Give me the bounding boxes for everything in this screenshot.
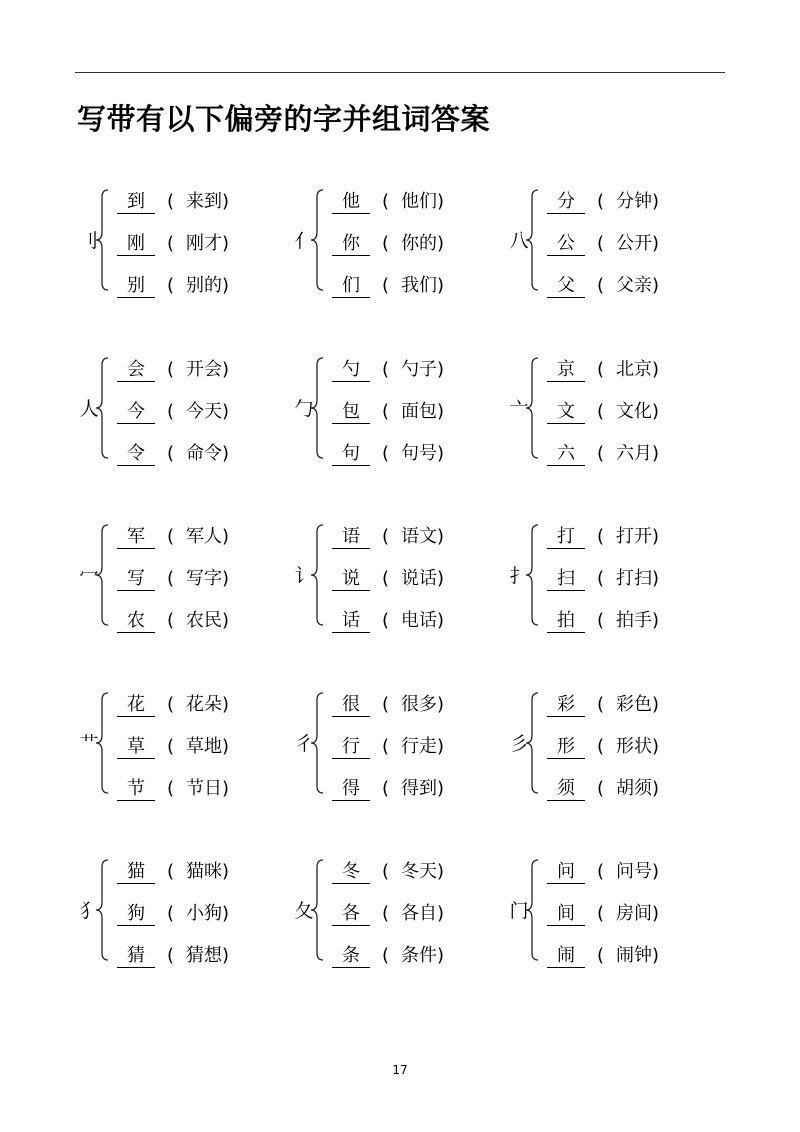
open-paren: ( <box>597 945 605 966</box>
compound-word: 得到 <box>401 778 438 799</box>
answer-row <box>332 777 444 801</box>
curly-brace <box>525 858 539 962</box>
close-paren: ) <box>222 736 230 757</box>
close-paren: ) <box>652 443 660 464</box>
answer-row <box>117 358 229 382</box>
answer-character: 们 <box>332 275 370 298</box>
compound-word: 花朵 <box>186 694 223 715</box>
answer-character: 令 <box>117 443 155 466</box>
compound-word: 今天 <box>186 401 223 422</box>
open-paren: ( <box>597 191 605 212</box>
answer-row <box>547 777 659 801</box>
close-paren: ) <box>652 568 660 589</box>
answer-character: 话 <box>332 610 370 633</box>
compound-word: 节日 <box>186 778 223 799</box>
answer-character: 条 <box>332 945 370 968</box>
answer-row <box>332 944 444 968</box>
answer-character: 京 <box>547 359 585 382</box>
open-paren: ( <box>167 191 175 212</box>
radical-group <box>293 525 508 635</box>
answer-character: 句 <box>332 443 370 466</box>
close-paren: ) <box>437 694 445 715</box>
answer-character: 会 <box>117 359 155 382</box>
open-paren: ( <box>167 568 175 589</box>
close-paren: ) <box>437 275 445 296</box>
radical-group <box>508 190 723 300</box>
answer-row <box>117 442 229 466</box>
answer-row <box>547 860 659 884</box>
close-paren: ) <box>652 233 660 254</box>
compound-word: 形状 <box>616 736 653 757</box>
answer-row <box>332 609 444 633</box>
answer-character: 问 <box>547 861 585 884</box>
answer-character: 别 <box>117 275 155 298</box>
answer-row <box>332 735 444 759</box>
close-paren: ) <box>222 778 230 799</box>
answer-row <box>547 190 659 214</box>
close-paren: ) <box>652 401 660 422</box>
page-title: 写带有以下偏旁的字并组词答案 <box>77 102 491 136</box>
open-paren: ( <box>382 861 390 882</box>
open-paren: ( <box>382 401 390 422</box>
compound-word: 房间 <box>616 903 653 924</box>
open-paren: ( <box>167 778 175 799</box>
answer-character: 冬 <box>332 861 370 884</box>
close-paren: ) <box>437 736 445 757</box>
answer-character: 彩 <box>547 694 585 717</box>
radical-label: 人 <box>79 398 99 420</box>
open-paren: ( <box>597 736 605 757</box>
close-paren: ) <box>437 233 445 254</box>
close-paren: ) <box>652 903 660 924</box>
close-paren: ) <box>437 191 445 212</box>
close-paren: ) <box>652 945 660 966</box>
close-paren: ) <box>652 861 660 882</box>
open-paren: ( <box>167 610 175 631</box>
answer-character: 扫 <box>547 568 585 591</box>
compound-word: 各自 <box>401 903 438 924</box>
answer-row <box>117 777 229 801</box>
close-paren: ) <box>437 568 445 589</box>
radical-group <box>293 860 508 970</box>
answer-row <box>332 902 444 926</box>
open-paren: ( <box>597 359 605 380</box>
radical-group <box>78 358 293 468</box>
close-paren: ) <box>222 233 230 254</box>
answer-row <box>332 693 444 717</box>
radical-label: 扌 <box>509 565 529 587</box>
answer-row <box>332 442 444 466</box>
close-paren: ) <box>437 903 445 924</box>
radical-label: 夂 <box>294 900 314 922</box>
answer-character: 闹 <box>547 945 585 968</box>
open-paren: ( <box>167 401 175 422</box>
answer-row <box>547 567 659 591</box>
open-paren: ( <box>382 275 390 296</box>
answer-row <box>117 860 229 884</box>
open-paren: ( <box>167 233 175 254</box>
compound-word: 刚才 <box>186 233 223 254</box>
compound-word: 电话 <box>401 610 438 631</box>
radical-group <box>78 860 293 970</box>
answer-row <box>547 274 659 298</box>
curly-brace <box>310 523 324 627</box>
radical-group <box>293 358 508 468</box>
compound-word: 面包 <box>401 401 438 422</box>
compound-word: 他们 <box>401 191 438 212</box>
close-paren: ) <box>652 736 660 757</box>
answer-row <box>547 232 659 256</box>
answer-character: 军 <box>117 526 155 549</box>
compound-word: 六月 <box>616 443 653 464</box>
answer-row <box>547 358 659 382</box>
open-paren: ( <box>167 945 175 966</box>
answer-character: 你 <box>332 233 370 256</box>
close-paren: ) <box>437 401 445 422</box>
answer-character: 勺 <box>332 359 370 382</box>
compound-word: 小狗 <box>186 903 223 924</box>
curly-brace <box>95 356 109 460</box>
answer-character: 狗 <box>117 903 155 926</box>
answer-row <box>117 902 229 926</box>
answer-character: 拍 <box>547 610 585 633</box>
close-paren: ) <box>437 945 445 966</box>
compound-word: 闹钟 <box>616 945 653 966</box>
curly-brace <box>95 188 109 292</box>
answer-character: 各 <box>332 903 370 926</box>
close-paren: ) <box>222 401 230 422</box>
close-paren: ) <box>652 191 660 212</box>
open-paren: ( <box>597 526 605 547</box>
radical-group <box>293 693 508 803</box>
radical-label: 刂 <box>79 230 99 252</box>
compound-word: 句号 <box>401 443 438 464</box>
answer-row <box>117 567 229 591</box>
compound-word: 农民 <box>186 610 223 631</box>
answer-row <box>547 400 659 424</box>
page-number: 17 <box>392 1063 408 1077</box>
open-paren: ( <box>597 568 605 589</box>
open-paren: ( <box>382 191 390 212</box>
answer-character: 文 <box>547 401 585 424</box>
close-paren: ) <box>222 526 230 547</box>
answer-row <box>547 609 659 633</box>
answer-character: 他 <box>332 191 370 214</box>
radical-group <box>78 525 293 635</box>
answer-row <box>117 400 229 424</box>
close-paren: ) <box>437 861 445 882</box>
answer-row <box>332 274 444 298</box>
radical-label: 门 <box>509 900 529 922</box>
answer-character: 写 <box>117 568 155 591</box>
compound-word: 行走 <box>401 736 438 757</box>
close-paren: ) <box>437 610 445 631</box>
open-paren: ( <box>597 778 605 799</box>
compound-word: 开会 <box>186 359 223 380</box>
radical-group <box>293 190 508 300</box>
close-paren: ) <box>222 610 230 631</box>
curly-brace <box>525 691 539 795</box>
compound-word: 来到 <box>186 191 223 212</box>
answer-row <box>332 860 444 884</box>
answer-character: 形 <box>547 736 585 759</box>
answer-character: 须 <box>547 778 585 801</box>
radical-label: 勹 <box>294 398 314 420</box>
open-paren: ( <box>382 610 390 631</box>
answer-row <box>117 232 229 256</box>
close-paren: ) <box>652 778 660 799</box>
close-paren: ) <box>437 443 445 464</box>
open-paren: ( <box>597 233 605 254</box>
answer-row <box>117 525 229 549</box>
open-paren: ( <box>167 359 175 380</box>
compound-word: 打扫 <box>616 568 653 589</box>
open-paren: ( <box>382 945 390 966</box>
answer-character: 猜 <box>117 945 155 968</box>
curly-brace <box>95 858 109 962</box>
compound-word: 很多 <box>401 694 438 715</box>
close-paren: ) <box>437 526 445 547</box>
radical-group <box>508 693 723 803</box>
open-paren: ( <box>167 861 175 882</box>
compound-word: 父亲 <box>616 275 653 296</box>
radical-label: 八 <box>509 230 529 252</box>
answer-row <box>117 735 229 759</box>
answer-row <box>117 693 229 717</box>
open-paren: ( <box>382 736 390 757</box>
open-paren: ( <box>382 694 390 715</box>
open-paren: ( <box>167 275 175 296</box>
answer-row <box>547 902 659 926</box>
open-paren: ( <box>167 736 175 757</box>
curly-brace <box>310 188 324 292</box>
open-paren: ( <box>382 233 390 254</box>
answer-character: 行 <box>332 736 370 759</box>
compound-word: 冬天 <box>401 861 438 882</box>
close-paren: ) <box>222 191 230 212</box>
answer-character: 草 <box>117 736 155 759</box>
curly-brace <box>310 356 324 460</box>
answer-row <box>332 232 444 256</box>
answer-character: 得 <box>332 778 370 801</box>
open-paren: ( <box>382 443 390 464</box>
curly-brace <box>525 188 539 292</box>
open-paren: ( <box>167 694 175 715</box>
radical-group <box>508 860 723 970</box>
radical-label: 冖 <box>79 565 99 587</box>
close-paren: ) <box>652 610 660 631</box>
answer-character: 很 <box>332 694 370 717</box>
compound-word: 北京 <box>616 359 653 380</box>
compound-word: 猜想 <box>186 945 223 966</box>
curly-brace <box>95 691 109 795</box>
compound-word: 别的 <box>186 275 223 296</box>
open-paren: ( <box>597 903 605 924</box>
answer-row <box>332 567 444 591</box>
answer-row <box>117 944 229 968</box>
answer-character: 节 <box>117 778 155 801</box>
compound-word: 拍手 <box>616 610 653 631</box>
close-paren: ) <box>437 359 445 380</box>
close-paren: ) <box>652 275 660 296</box>
answer-character: 说 <box>332 568 370 591</box>
compound-word: 胡须 <box>616 778 653 799</box>
close-paren: ) <box>222 694 230 715</box>
close-paren: ) <box>222 568 230 589</box>
radical-group <box>508 525 723 635</box>
compound-word: 说话 <box>401 568 438 589</box>
compound-word: 猫咪 <box>186 861 223 882</box>
answer-character: 花 <box>117 694 155 717</box>
open-paren: ( <box>167 903 175 924</box>
open-paren: ( <box>167 526 175 547</box>
open-paren: ( <box>382 568 390 589</box>
compound-word: 写字 <box>186 568 223 589</box>
open-paren: ( <box>597 443 605 464</box>
open-paren: ( <box>597 401 605 422</box>
radical-label: 亻 <box>294 230 314 252</box>
compound-word: 公开 <box>616 233 653 254</box>
close-paren: ) <box>222 945 230 966</box>
radical-label: 彡 <box>509 733 529 755</box>
compound-word: 草地 <box>186 736 223 757</box>
answer-character: 公 <box>547 233 585 256</box>
open-paren: ( <box>382 903 390 924</box>
answer-row <box>547 525 659 549</box>
answer-row <box>117 190 229 214</box>
close-paren: ) <box>652 526 660 547</box>
open-paren: ( <box>382 526 390 547</box>
answer-character: 包 <box>332 401 370 424</box>
open-paren: ( <box>597 610 605 631</box>
compound-word: 语文 <box>401 526 438 547</box>
compound-word: 勺子 <box>401 359 438 380</box>
answer-character: 猫 <box>117 861 155 884</box>
answer-character: 语 <box>332 526 370 549</box>
answer-character: 今 <box>117 401 155 424</box>
compound-word: 文化 <box>616 401 653 422</box>
open-paren: ( <box>597 275 605 296</box>
compound-word: 我们 <box>401 275 438 296</box>
curly-brace <box>95 523 109 627</box>
curly-brace <box>310 858 324 962</box>
answer-character: 刚 <box>117 233 155 256</box>
answer-row <box>117 274 229 298</box>
top-divider <box>75 72 725 73</box>
answer-row <box>547 944 659 968</box>
close-paren: ) <box>652 694 660 715</box>
answer-row <box>547 735 659 759</box>
radical-label: 犭 <box>79 900 99 922</box>
radical-group <box>508 358 723 468</box>
compound-word: 你的 <box>401 233 438 254</box>
answer-row <box>332 190 444 214</box>
open-paren: ( <box>597 861 605 882</box>
answer-row <box>547 693 659 717</box>
radical-label: 艹 <box>79 733 99 755</box>
answer-character: 打 <box>547 526 585 549</box>
answer-character: 农 <box>117 610 155 633</box>
answer-character: 分 <box>547 191 585 214</box>
radical-group <box>78 693 293 803</box>
open-paren: ( <box>382 778 390 799</box>
answer-row <box>332 525 444 549</box>
open-paren: ( <box>597 694 605 715</box>
close-paren: ) <box>222 275 230 296</box>
compound-word: 彩色 <box>616 694 653 715</box>
compound-word: 条件 <box>401 945 438 966</box>
curly-brace <box>525 356 539 460</box>
curly-brace <box>310 691 324 795</box>
close-paren: ) <box>652 359 660 380</box>
close-paren: ) <box>222 443 230 464</box>
answer-character: 到 <box>117 191 155 214</box>
answer-character: 父 <box>547 275 585 298</box>
answer-row <box>332 358 444 382</box>
answer-row <box>117 609 229 633</box>
open-paren: ( <box>167 443 175 464</box>
radical-label: 讠 <box>294 565 314 587</box>
close-paren: ) <box>222 861 230 882</box>
curly-brace <box>525 523 539 627</box>
close-paren: ) <box>437 778 445 799</box>
open-paren: ( <box>382 359 390 380</box>
answer-character: 间 <box>547 903 585 926</box>
radical-group <box>78 190 293 300</box>
close-paren: ) <box>222 903 230 924</box>
compound-word: 打开 <box>616 526 653 547</box>
compound-word: 命令 <box>186 443 223 464</box>
radical-label: 亠 <box>509 398 529 420</box>
close-paren: ) <box>222 359 230 380</box>
answer-row <box>332 400 444 424</box>
radical-label: 彳 <box>294 733 314 755</box>
compound-word: 分钟 <box>616 191 653 212</box>
answer-row <box>547 442 659 466</box>
answer-character: 六 <box>547 443 585 466</box>
compound-word: 军人 <box>186 526 223 547</box>
compound-word: 问号 <box>616 861 653 882</box>
